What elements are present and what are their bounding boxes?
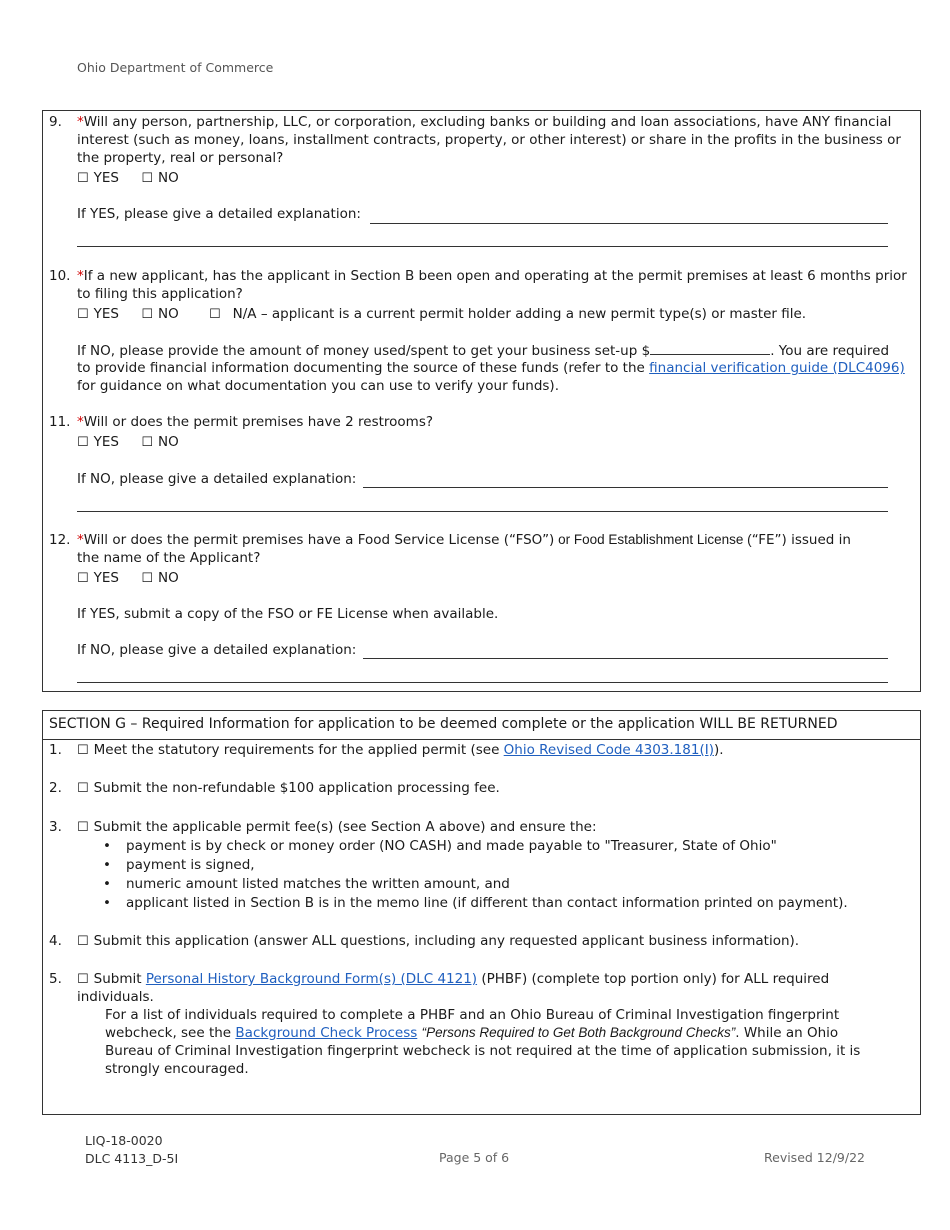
- g5-sub4: strongly encouraged.: [105, 1061, 249, 1077]
- q9-number: 9.: [49, 114, 62, 130]
- q9-explain-label: If YES, please give a detailed explanation:: [77, 206, 361, 222]
- q12-yes-checkbox[interactable]: ☐ YES: [77, 570, 120, 586]
- q12-options: [77, 569, 179, 588]
- required-asterisk: *: [77, 414, 84, 430]
- q9-no-checkbox[interactable]: ☐ NO: [141, 170, 179, 186]
- q12-explain-field[interactable]: [363, 658, 888, 659]
- financial-verification-guide-link[interactable]: financial verification guide (DLC4096): [649, 360, 905, 376]
- g5-number: 5.: [49, 971, 62, 987]
- q10-money-line3: for guidance on what documentation you can use to verify your funds).: [77, 378, 559, 394]
- page-number: Page 5 of 6: [439, 1150, 510, 1165]
- q12-line2: the name of the Applicant?: [77, 550, 261, 566]
- section-g-header: [43, 711, 920, 740]
- q10-na-checkbox[interactable]: ☐ N/A – applicant is a current permit holder adding a new permit type(s) or master file.: [209, 306, 807, 322]
- q10-amount-field[interactable]: [650, 341, 770, 355]
- required-asterisk: *: [77, 532, 84, 548]
- g3-text: ☐ Submit the applicable permit fee(s) (see Section A above) and ensure the:: [77, 819, 597, 835]
- q11-explain-field[interactable]: [363, 487, 888, 488]
- section-g: SECTION G – Required Information for application to be deemed complete or the application WILL BE RETURNED 1. ☐ Meet the statutory requirements for the applied permit (see Ohio Revised Code 4303.181(I)). 2. ☐ Submit the non-refundable $100 application processing fee. 3. ☐ Submit the applicable permit fee(s) (see Section A above) and ensure the: • payment is by check or money order (NO CASH) and made payable to "Treasurer, State of Ohio" • payment is signed, • numeric amount listed matches the written amount, and • applicant listed in Section B is in the memo line (if different than contact information printed on payment). 4. ☐ Submit this application (answer ALL questions, including any requested applicant business information). 5. ☐ Submit Personal History Background Form(s) (DLC 4121) (PHBF) (complete top portion only) for ALL required individuals. For a list of individuals required to complete a PHBF and an Ohio Bureau of Criminal Investigation fingerprint webcheck, see the Background Check Process “Persons Required to Get Both Background Checks”. While an Ohio Bureau of Criminal Investigation fingerprint webcheck is not required at the time of application submission, it is strongly encouraged.: [42, 710, 921, 1115]
- q9-line3: the property, real or personal?: [77, 150, 284, 166]
- q10-line2: to filing this application?: [77, 286, 243, 302]
- g4-number: 4.: [49, 933, 62, 949]
- q9-explain-field[interactable]: [370, 223, 888, 224]
- questions-section: [42, 110, 921, 692]
- form-id: LIQ-18-0020: [85, 1133, 163, 1148]
- g5-sub2: webcheck, see the Background Check Process “Persons Required to Get Both Background Checks”. While an Ohio: [105, 1025, 839, 1041]
- q12-no-checkbox[interactable]: ☐ NO: [141, 570, 179, 586]
- background-check-process-link[interactable]: Background Check Process: [235, 1025, 418, 1041]
- q12-number: 12.: [49, 532, 71, 548]
- revised-date: Revised 12/9/22: [764, 1150, 865, 1165]
- g5-checkbox[interactable]: ☐: [77, 972, 89, 987]
- q12-explain-field-2[interactable]: [77, 682, 888, 683]
- q9-options: [77, 169, 179, 188]
- q11-options: [77, 433, 179, 452]
- q11-no-checkbox[interactable]: ☐ NO: [141, 434, 179, 450]
- personal-history-form-link[interactable]: Personal History Background Form(s) (DLC 4121): [145, 971, 478, 987]
- g4-checkbox[interactable]: ☐: [77, 934, 89, 949]
- q12-fso-note: If YES, submit a copy of the FSO or FE License when available.: [77, 606, 499, 622]
- q9-line2: interest (such as money, loans, installment contracts, property, or other interest) or share in the profits in the business or: [77, 132, 901, 148]
- g5-sub1: For a list of individuals required to complete a PHBF and an Ohio Bureau of Criminal Investigation fingerprint: [105, 1007, 840, 1023]
- q10-no-checkbox[interactable]: ☐ NO: [141, 306, 179, 322]
- g2-number: 2.: [49, 780, 62, 796]
- g5-line2: individuals.: [77, 989, 154, 1005]
- q10-yes-checkbox[interactable]: ☐ YES: [77, 306, 120, 322]
- q12-line1: *Will or does the permit premises have a Food Service License (“FSO”) or Food Establishment License (“FE”) issued in: [77, 532, 851, 548]
- q10-money-line: If NO, please provide the amount of money used/spent to get your business set-up $ . You are required: [77, 343, 890, 359]
- required-asterisk: *: [77, 114, 84, 130]
- g1-number: 1.: [49, 742, 62, 758]
- q9-yes-checkbox[interactable]: ☐ YES: [77, 170, 120, 186]
- q9-line1: *Will any person, partnership, LLC, or corporation, excluding banks or building and loan associations, have ANY financial: [77, 114, 892, 130]
- g3-checkbox[interactable]: ☐: [77, 820, 89, 835]
- q11-explain-field-2[interactable]: [77, 511, 888, 512]
- q11-explain-label: If NO, please give a detailed explanation:: [77, 471, 357, 487]
- g4-text: ☐ Submit this application (answer ALL questions, including any requested applicant business information).: [77, 933, 800, 949]
- g1-text: ☐ Meet the statutory requirements for the applied permit (see Ohio Revised Code 4303.181(I)).: [77, 742, 724, 758]
- required-asterisk: *: [77, 268, 84, 284]
- g5-text: ☐ Submit Personal History Background Form(s) (DLC 4121) (PHBF) (complete top portion only) for ALL required: [77, 971, 830, 987]
- q12-explain-label: If NO, please give a detailed explanation:: [77, 642, 357, 658]
- g5-sub3: Bureau of Criminal Investigation fingerprint webcheck is not required at the time of application submission, it is: [105, 1043, 861, 1059]
- q10-options: [77, 305, 806, 324]
- q9-explain-field-2[interactable]: [77, 246, 888, 247]
- g1-checkbox[interactable]: ☐: [77, 743, 89, 758]
- q11-number: 11.: [49, 414, 71, 430]
- section-g-title: SECTION G – Required Information for application to be deemed complete or the application WILL BE RETURNED: [49, 716, 838, 732]
- q11-yes-checkbox[interactable]: ☐ YES: [77, 434, 120, 450]
- ohio-revised-code-link[interactable]: Ohio Revised Code 4303.181(I): [503, 742, 714, 758]
- q10-money-line2: to provide financial information documenting the source of these funds (refer to the financial verification guide (DLC4096): [77, 360, 905, 376]
- agency-name: Ohio Department of Commerce: [77, 60, 274, 75]
- q11-line1: *Will or does the permit premises have 2 restrooms?: [77, 414, 434, 430]
- form-code: DLC 4113_D-5I: [85, 1151, 179, 1166]
- g2-text: ☐ Submit the non-refundable $100 application processing fee.: [77, 780, 500, 796]
- g2-checkbox[interactable]: ☐: [77, 781, 89, 796]
- q10-line1: *If a new applicant, has the applicant in Section B been open and operating at the permit premises at least 6 months prior: [77, 268, 907, 284]
- g3-number: 3.: [49, 819, 62, 835]
- q10-number: 10.: [49, 268, 71, 284]
